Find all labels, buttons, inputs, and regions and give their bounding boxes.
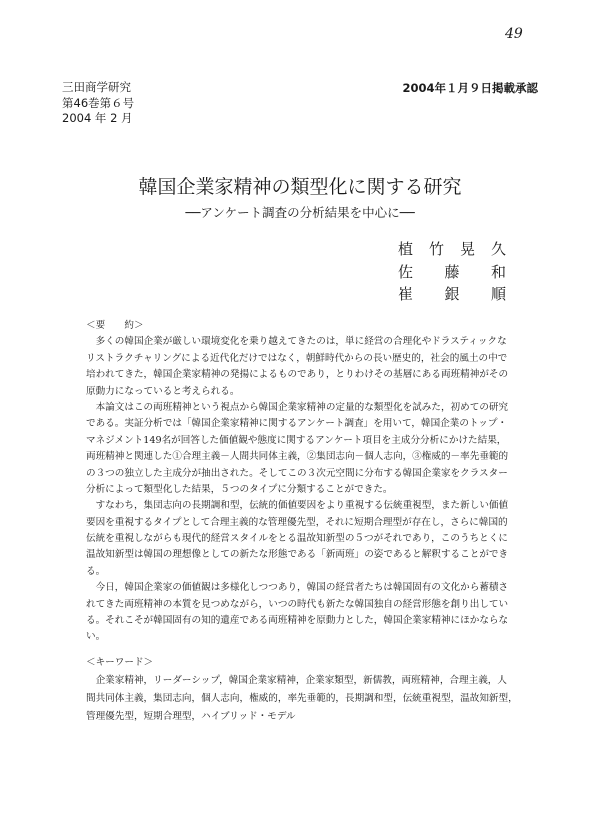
abstract-line: る。 [86,565,106,577]
abstract-line: 温故知新型は韓国の理想像としての新たな形態である「新両班」の姿であると解釈することができ [86,549,509,561]
author: 崔銀順 [398,285,506,303]
approval-date: 2004年１月９日掲載承認 [402,81,538,95]
abstract-heading: ＜要 約＞ [86,320,144,331]
keywords-line: 間共同体主義，集団志向，個人志向，権威的，率先垂範的，長期調和型，伝統重視型，温故知新型， [86,693,518,704]
abstract-line: である。実証分析では「韓国企業家精神に関するアンケート調査」を用いて，韓国企業のトップ・ [86,418,508,430]
abstract-line: れてきた両班精神の本質を見つめながら，いつの時代も新たな韓国独自の経営形態を創り出してい [86,598,509,610]
keywords-line: 管理優先型，短期合理型，ハイブリッド・モデル [86,711,296,722]
author: 佐藤和 [398,262,506,281]
abstract-line: 伝統を重視しながらも現代的経営スタイルをとる温故知新型の５つがそれであり，このうちとくに [86,533,508,545]
abstract-line: の３つの独立した主成分が抽出された。そしてこの３次元空間に分布する韓国企業家をクラスター [86,467,508,479]
abstract-line: すなわち，集団志向の長期調和型，伝統的価値要因をより重視する伝統重視型，また新しい価値 [86,500,509,512]
journal-date: 2004 年 2 月 [62,111,133,125]
author: 植竹晃久 [398,240,506,258]
author-list [398,238,506,306]
journal-volume: 第46巻第６号 [62,95,135,110]
abstract-line: 今日，韓国企業家の価値観は多様化しつつあり，韓国の経営者たちは韓国固有の文化から蓄積さ [86,582,509,594]
abstract-line: 分析によって類型化した結果，５つのタイプに分類することができた。 [86,483,393,495]
abstract-line: リストラクチャリングによる近代化だけではなく，朝鮮時代からの長い歴史的，社会的風土の中で [86,352,508,364]
abstract-line: る。それこそが韓国固有の知的遺産である両班精神を原動力とした，韓国企業家精神にほかならな [86,615,509,627]
paper-title: 韓国企業家精神の類型化に関する研究 [138,176,462,198]
abstract-line: 原動力になっていると考えられる。 [86,385,240,397]
abstract-line: 要因を重視するタイプとして合理主義的な管理優先型，それに短期合理型が存在し，さらに韓国的 [86,516,508,528]
journal-info [62,80,134,127]
abstract-line: い。 [86,631,106,643]
abstract-section [86,318,526,646]
journal-name: 三田商学研究 [62,80,131,94]
keywords-heading: ＜キーワード＞ [86,657,154,668]
abstract-line: 両班精神と関連した①合理主義－人間共同体主義，②集団志向－個人志向，③権威的－率先垂範的 [86,451,509,463]
page-number: 49 [505,26,523,42]
keywords-section [86,654,526,726]
keywords-line: 企業家精神，リーダーシップ，韓国企業家精神，企業家類型，新儒教，両班精神，合理主義，人 [86,675,507,686]
abstract-line: 多くの韓国企業が厳しい環境変化を乗り越えてきたのは，単に経営の合理化やドラスティックな [86,336,507,348]
abstract-line: 本論文はこの両班精神という視点から韓国企業家精神の定量的な類型化を試みた，初めての研究 [86,401,509,413]
abstract-line: 培われてきた，韓国企業家精神の発揚によるものであり，とりわけその基層にある両班精神がその [86,369,509,381]
paper-subtitle: ──アンケート調査の分析結果を中心に── [185,205,415,220]
abstract-line: マネジメント149名が回答した価値観や態度に関するアンケート項目を主成分分析にかけた結果， [86,434,507,446]
